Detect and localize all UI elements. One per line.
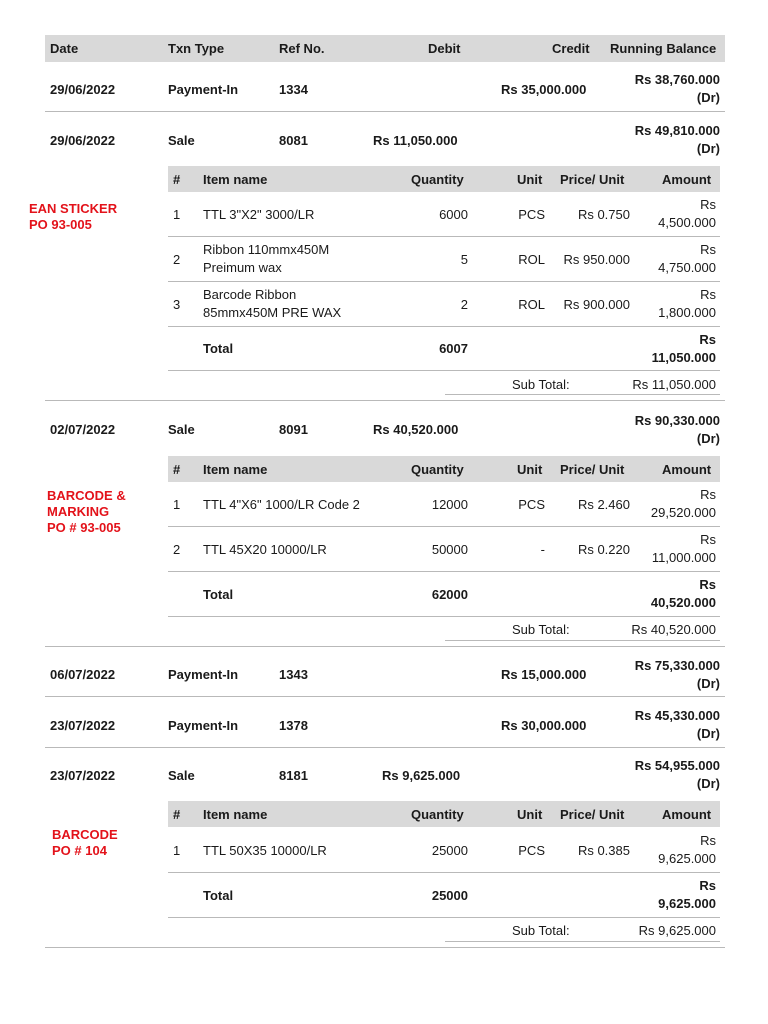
- txn-ref: 1343: [279, 667, 308, 682]
- divider: [45, 646, 725, 647]
- item-price: Rs 2.460: [577, 497, 630, 512]
- divider: [168, 370, 720, 371]
- sub-total-label: Sub Total:: [512, 622, 570, 637]
- item-amount: Rs 11,000.000: [651, 532, 716, 565]
- txn-date: 02/07/2022: [50, 422, 116, 437]
- item-unit: PCS: [518, 207, 545, 222]
- item-header-unit: Unit: [517, 172, 543, 187]
- item-num: 1: [173, 497, 181, 512]
- txn-date: 23/07/2022: [50, 718, 116, 733]
- item-name: Barcode Ribbon 85mmx450M PRE WAX: [203, 287, 342, 320]
- item-price: Rs 900.000: [563, 297, 630, 312]
- item-amount: Rs 9,625.000: [658, 833, 716, 866]
- item-header-num: #: [173, 807, 181, 822]
- item-num: 3: [173, 297, 181, 312]
- txn-type: Payment-In: [168, 718, 239, 733]
- txn-type: Sale: [168, 422, 195, 437]
- item-name: Ribbon 110mmx450M Preimum wax: [203, 242, 330, 275]
- item-qty: 25000: [431, 843, 468, 858]
- item-header-quantity: Quantity: [411, 172, 464, 187]
- item-num: 2: [173, 252, 181, 267]
- txn-debit: Rs 40,520.000: [373, 422, 459, 437]
- item-name: TTL 50X35 10000/LR: [203, 843, 327, 858]
- sub-total-label: Sub Total:: [512, 923, 570, 938]
- item-header-amount: Amount: [662, 462, 712, 477]
- item-header-quantity: Quantity: [411, 807, 464, 822]
- divider: [168, 236, 720, 237]
- sub-total-label: Sub Total:: [512, 377, 570, 392]
- item-amount: Rs 29,520.000: [650, 487, 716, 520]
- divider: [168, 872, 720, 873]
- item-name: TTL 45X20 10000/LR: [203, 542, 327, 557]
- item-amount: Rs 1,800.000: [658, 287, 716, 320]
- txn-debit: Rs 11,050.000: [373, 133, 458, 148]
- item-price: Rs 0.220: [577, 542, 630, 557]
- item-name: TTL 3"X2" 3000/LR: [203, 207, 315, 222]
- divider: [168, 281, 720, 282]
- item-price: Rs 950.000: [563, 252, 630, 267]
- header-txn-type: Txn Type: [168, 41, 225, 56]
- txn-credit: Rs 15,000.000: [501, 667, 587, 682]
- item-num: 1: [173, 207, 181, 222]
- header-credit: Credit: [552, 41, 590, 56]
- txn-type: Payment-In: [168, 667, 239, 682]
- item-header-name: Item name: [203, 807, 268, 822]
- item-unit: ROL: [518, 252, 545, 267]
- txn-date: 23/07/2022: [50, 768, 116, 783]
- txn-ref: 8091: [279, 422, 308, 437]
- txn-type: Sale: [168, 133, 195, 148]
- total-amount: Rs 40,520.000: [650, 577, 716, 610]
- header-ref-no: Ref No.: [279, 41, 325, 56]
- header-running-balance: Running Balance: [610, 41, 717, 56]
- divider: [45, 696, 725, 697]
- item-header-price: Price/ Unit: [560, 807, 625, 822]
- sub-total-value: Rs 11,050.000: [632, 377, 716, 392]
- divider: [445, 640, 720, 641]
- item-header-unit: Unit: [517, 807, 543, 822]
- txn-balance: Rs 75,330.000 (Dr): [634, 658, 720, 691]
- item-header-amount: Amount: [662, 807, 712, 822]
- divider: [168, 326, 720, 327]
- header-date: Date: [50, 41, 79, 56]
- item-header-quantity: Quantity: [411, 462, 464, 477]
- txn-balance: Rs 49,810.000 (Dr): [634, 123, 720, 156]
- item-amount: Rs 4,750.000: [658, 242, 716, 275]
- divider: [168, 917, 720, 918]
- divider: [168, 616, 720, 617]
- txn-type: Payment-In: [168, 82, 239, 97]
- item-header-num: #: [173, 172, 181, 187]
- sub-total-value: Rs 9,625.000: [638, 923, 716, 938]
- divider: [45, 400, 725, 401]
- txn-credit: Rs 35,000.000: [501, 82, 587, 97]
- txn-debit: Rs 9,625.000: [382, 768, 461, 783]
- total-qty: 6007: [439, 341, 468, 356]
- txn-date: 06/07/2022: [50, 667, 116, 682]
- item-amount: Rs 4,500.000: [658, 197, 716, 230]
- divider: [45, 111, 725, 112]
- divider: [168, 526, 720, 527]
- header-debit: Debit: [428, 41, 461, 56]
- item-unit: PCS: [518, 843, 545, 858]
- total-label: Total: [203, 341, 234, 356]
- txn-ref: 8081: [279, 133, 308, 148]
- txn-type: Sale: [168, 768, 195, 783]
- txn-date: 29/06/2022: [50, 82, 116, 97]
- txn-credit: Rs 30,000.000: [501, 718, 587, 733]
- total-label: Total: [203, 888, 234, 903]
- sub-total-value: Rs 40,520.000: [631, 622, 716, 637]
- item-qty: 2: [460, 297, 468, 312]
- divider: [445, 394, 720, 395]
- item-qty: 50000: [431, 542, 468, 557]
- txn-balance: Rs 54,955.000 (Dr): [634, 758, 720, 791]
- item-header-name: Item name: [203, 462, 268, 477]
- item-header-price: Price/ Unit: [560, 172, 625, 187]
- total-amount: Rs 9,625.000: [658, 878, 716, 911]
- divider: [45, 747, 725, 748]
- txn-ref: 8181: [279, 768, 308, 783]
- item-qty: 12000: [431, 497, 468, 512]
- total-qty: 25000: [431, 888, 468, 903]
- total-label: Total: [203, 587, 234, 602]
- item-price: Rs 0.385: [577, 843, 630, 858]
- item-unit: PCS: [518, 497, 545, 512]
- txn-date: 29/06/2022: [50, 133, 116, 148]
- total-qty: 62000: [431, 587, 468, 602]
- item-price: Rs 0.750: [577, 207, 630, 222]
- po-note: EAN STICKER PO 93-005: [29, 201, 118, 232]
- item-header-name: Item name: [203, 172, 268, 187]
- item-qty: 6000: [439, 207, 468, 222]
- item-num: 2: [173, 542, 181, 557]
- txn-balance: Rs 38,760.000 (Dr): [634, 72, 720, 105]
- divider: [45, 947, 725, 948]
- item-header-amount: Amount: [662, 172, 712, 187]
- item-unit: ROL: [518, 297, 545, 312]
- item-header-price: Price/ Unit: [560, 462, 625, 477]
- txn-balance: Rs 45,330.000 (Dr): [634, 708, 720, 741]
- item-header-unit: Unit: [517, 462, 543, 477]
- divider: [445, 941, 720, 942]
- item-qty: 5: [460, 252, 468, 267]
- po-note: BARCODE PO # 104: [52, 827, 118, 858]
- item-unit: -: [540, 542, 545, 557]
- item-num: 1: [173, 843, 181, 858]
- total-amount: Rs 11,050.000: [651, 332, 716, 365]
- divider: [168, 571, 720, 572]
- txn-ref: 1334: [279, 82, 308, 97]
- item-header-num: #: [173, 462, 181, 477]
- txn-ref: 1378: [279, 718, 308, 733]
- item-name: TTL 4"X6" 1000/LR Code 2: [203, 497, 360, 512]
- txn-balance: Rs 90,330.000 (Dr): [634, 413, 720, 446]
- po-note: BARCODE & MARKING PO # 93-005: [47, 488, 126, 535]
